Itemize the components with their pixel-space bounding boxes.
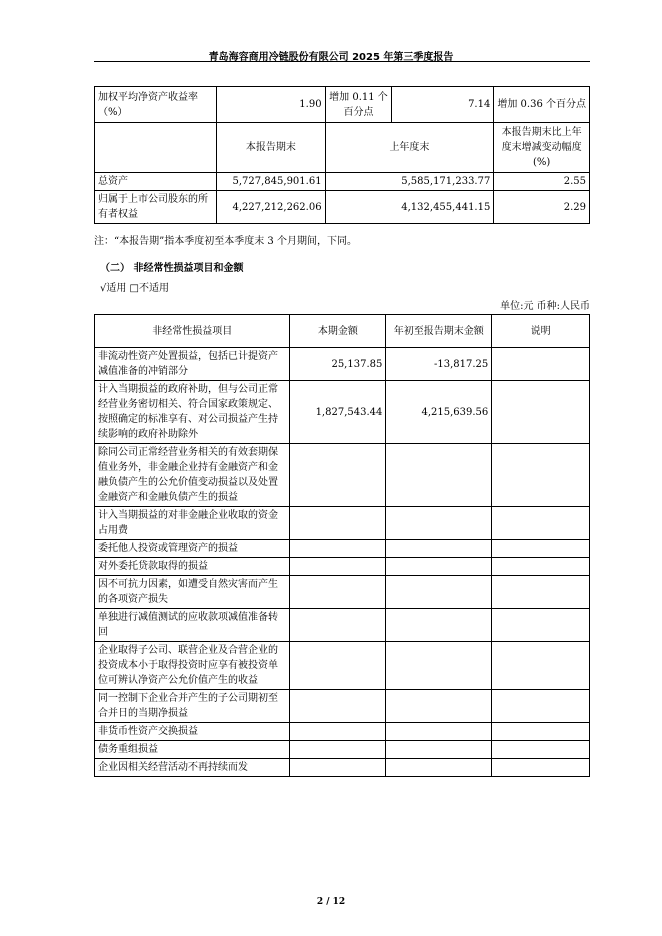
table-row [95, 191, 590, 224]
header-rule [94, 61, 590, 62]
row-label: 总资产 [95, 173, 217, 191]
cell-current [290, 723, 386, 741]
cell-item: 企业因相关经营活动不再持续而发 [95, 759, 290, 777]
cell-ytd [386, 642, 492, 690]
table-row [95, 759, 590, 777]
row-change: 2.55 [494, 173, 590, 191]
row-prev: 5,585,171,233.77 [325, 173, 494, 191]
page-number: 2 / 12 [316, 897, 346, 907]
cell-ytd: -13,817.25 [386, 348, 492, 381]
non-recurring-items-table [94, 314, 590, 777]
unit-currency: 单位:元 币种:人民币 [500, 301, 590, 312]
table-row [95, 690, 590, 723]
cell-current [290, 576, 386, 609]
cell-ytd [386, 690, 492, 723]
cell-note [492, 723, 590, 741]
cell-current [290, 759, 386, 777]
cell-note [492, 558, 590, 576]
cell-item: 除同公司正常经营业务相关的有效套期保值业务外，非金融企业持有金融资产和金融负债产生的公允价值变动损益以及处置金融资产和金融负债产生的损益 [95, 444, 290, 507]
cell-note [492, 540, 590, 558]
cell-item: 企业取得子公司、联营企业及合营企业的投资成本小于取得投资时应享有被投资单位可辨认净资产公允价值产生的收益 [95, 642, 290, 690]
roe-ytd: 7.14 [392, 87, 494, 123]
cell-current [290, 642, 386, 690]
table-row [95, 540, 590, 558]
cell-item: 单独进行减值测试的应收款项减值准备转回 [95, 609, 290, 642]
cell-current [290, 741, 386, 759]
cell-ytd [386, 540, 492, 558]
table-row [95, 444, 590, 507]
table-row [95, 173, 590, 191]
cell-ytd [386, 609, 492, 642]
table-row [95, 609, 590, 642]
cell-current [290, 507, 386, 540]
row-prev: 4,132,455,441.15 [325, 191, 494, 224]
cell-ytd [386, 723, 492, 741]
col-note: 说明 [492, 315, 590, 348]
row-label: 归属于上市公司股东的所有者权益 [95, 191, 217, 224]
row-end: 4,227,212,262.06 [217, 191, 325, 224]
cell-item: 同一控制下企业合并产生的子公司期初至合并日的当期净损益 [95, 690, 290, 723]
cell-ytd [386, 444, 492, 507]
cell-current: 25,137.85 [290, 348, 386, 381]
cell-note [492, 576, 590, 609]
applicable-checkbox-text: √适用 □不适用 [100, 283, 169, 294]
table-row [95, 642, 590, 690]
row-change: 2.29 [494, 191, 590, 224]
cell-current [290, 690, 386, 723]
section-title: （二） 非经常性损益项目和金额 [100, 263, 244, 274]
financial-summary-table [94, 86, 590, 224]
table-row [95, 723, 590, 741]
cell-item: 因不可抗力因素，如遭受自然灾害而产生的各项资产损失 [95, 576, 290, 609]
table-row [95, 576, 590, 609]
cell-item: 非货币性资产交换损益 [95, 723, 290, 741]
cell-note [492, 507, 590, 540]
cell-item: 委托他人投资或管理资产的损益 [95, 540, 290, 558]
table-row [95, 381, 590, 444]
table-row [95, 507, 590, 540]
cell-note [492, 759, 590, 777]
col-current: 本期金额 [290, 315, 386, 348]
roe-change-current: 增加 0.11 个百分点 [325, 87, 392, 123]
cell-ytd: 4,215,639.56 [386, 381, 492, 444]
roe-label: 加权平均净资产收益率（%） [95, 87, 217, 123]
cell-note [492, 444, 590, 507]
cell-ytd [386, 507, 492, 540]
cell-note [492, 690, 590, 723]
table-row [95, 348, 590, 381]
roe-change-ytd: 增加 0.36 个百分点 [494, 87, 590, 123]
cell-ytd [386, 576, 492, 609]
col-prev-year-end: 上年度末 [325, 123, 494, 173]
table-row [95, 741, 590, 759]
cell-item: 非流动性资产处置损益，包括已计提资产减值准备的冲销部分 [95, 348, 290, 381]
footnote: 注：“本报告期”指本季度初至本季度末 3 个月期间，下同。 [94, 236, 357, 247]
col-end-of-period: 本报告期末 [217, 123, 325, 173]
table-row [95, 558, 590, 576]
table-row [95, 87, 590, 123]
cell-item: 计入当期损益的政府补助，但与公司正常经营业务密切相关、符合国家政策规定、按照确定的标准享有、对公司损益产生持续影响的政府补助除外 [95, 381, 290, 444]
cell-note [492, 741, 590, 759]
row-end: 5,727,845,901.61 [217, 173, 325, 191]
table-header-row [95, 123, 590, 173]
cell-ytd [386, 741, 492, 759]
cell-current: 1,827,543.44 [290, 381, 386, 444]
page-header: 青岛海容商用冷链股份有限公司 2025 年第三季度报告 [208, 52, 454, 63]
cell-ytd [386, 558, 492, 576]
cell-current [290, 558, 386, 576]
roe-current: 1.90 [217, 87, 325, 123]
col-change: 本报告期末比上年度末增减变动幅度(%) [494, 123, 590, 173]
cell-current [290, 444, 386, 507]
cell-note [492, 381, 590, 444]
table-header-row [95, 315, 590, 348]
cell-current [290, 609, 386, 642]
cell-ytd [386, 759, 492, 777]
cell-note [492, 642, 590, 690]
col-ytd: 年初至报告期末金额 [386, 315, 492, 348]
cell-item: 对外委托贷款取得的损益 [95, 558, 290, 576]
cell-note [492, 609, 590, 642]
cell-item: 债务重组损益 [95, 741, 290, 759]
cell-item: 计入当期损益的对非金融企业收取的资金占用费 [95, 507, 290, 540]
col-item: 非经常性损益项目 [95, 315, 290, 348]
cell-note [492, 348, 590, 381]
cell-current [290, 540, 386, 558]
